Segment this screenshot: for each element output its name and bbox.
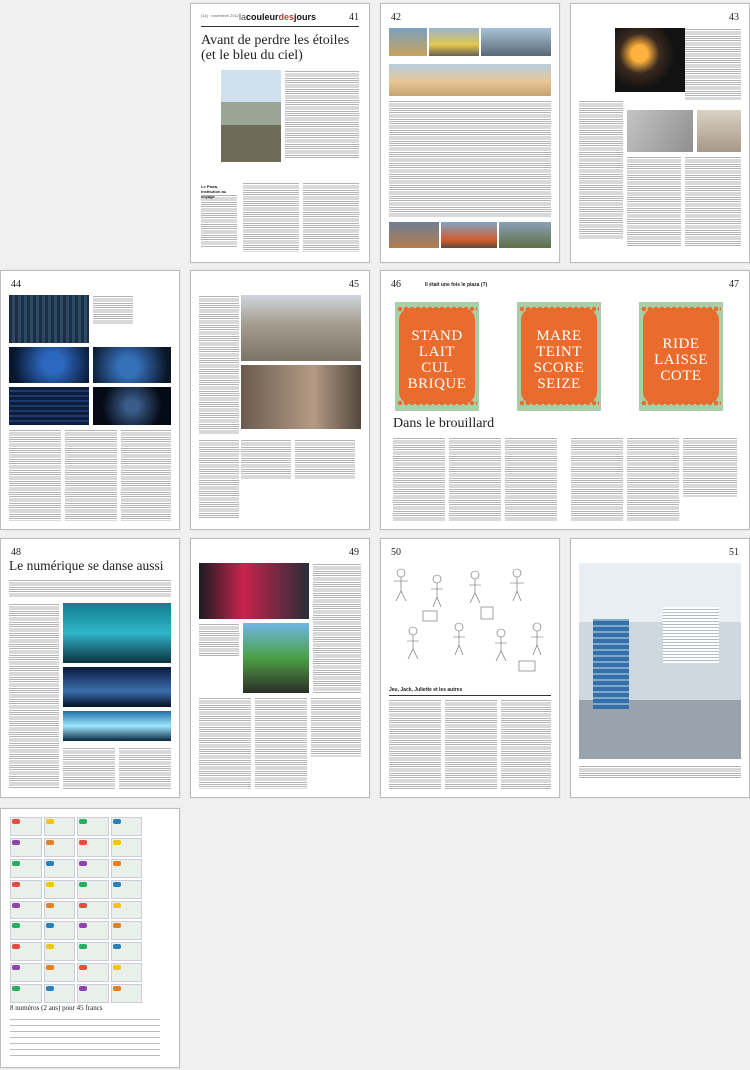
issue-badge xyxy=(79,923,87,928)
body-text-col2 xyxy=(65,429,117,521)
form-line[interactable] xyxy=(10,1019,160,1020)
issue-thumbnail xyxy=(111,880,143,899)
issue-badge xyxy=(113,965,121,970)
issue-thumbnail xyxy=(77,901,109,920)
photo-people-river xyxy=(389,28,427,56)
issue-thumbnail xyxy=(10,901,42,920)
photo-desert xyxy=(389,64,551,96)
poster-blob xyxy=(401,310,473,402)
brand-tail: jours xyxy=(294,12,317,22)
issue-badge xyxy=(113,882,121,887)
photo-trees-screen xyxy=(243,623,309,693)
issue-badge xyxy=(113,986,121,991)
page-number-right: 47 xyxy=(729,279,739,290)
issue-thumbnail xyxy=(111,963,143,982)
photo-portrait xyxy=(697,110,741,152)
issue-thumbnail xyxy=(111,838,143,857)
page-46-47-spread[interactable] xyxy=(380,270,750,530)
issue-thumbnail xyxy=(77,921,109,940)
page-number: 51 xyxy=(729,547,739,558)
issue-badge xyxy=(46,819,54,824)
issue-thumbnail xyxy=(44,901,76,920)
credits-text xyxy=(241,439,291,479)
photo-grid-hand xyxy=(9,295,89,343)
issue-thumbnail xyxy=(77,838,109,857)
brand-main: couleur xyxy=(246,12,279,22)
page-number: 48 xyxy=(11,547,21,558)
brand-logo xyxy=(239,12,316,22)
page-number: 49 xyxy=(349,547,359,558)
intro-text xyxy=(285,70,359,158)
body-text-col-right xyxy=(313,563,361,693)
poster-word: SEIZE xyxy=(537,376,581,392)
body-text-col3 xyxy=(121,429,171,521)
issue-thumbnail xyxy=(111,901,143,920)
sidebar-text xyxy=(201,194,237,248)
poster-words xyxy=(401,328,473,392)
page-number: 45 xyxy=(349,279,359,290)
issue-thumbnail xyxy=(44,838,76,857)
photo-blue-hand-2 xyxy=(93,347,171,383)
issue-badge xyxy=(79,840,87,845)
poster-word: SCORE xyxy=(533,360,585,376)
page-41[interactable] xyxy=(190,3,370,263)
caption-text xyxy=(199,623,239,657)
issue-badge xyxy=(46,986,54,991)
issue-badge xyxy=(79,861,87,866)
body-text-col1 xyxy=(579,100,623,240)
poster-word: COTE xyxy=(660,368,702,384)
issue-thumbnail xyxy=(111,942,143,961)
poster-word: BRIQUE xyxy=(407,376,467,392)
caption-text xyxy=(93,295,133,325)
issue-thumbnails xyxy=(10,817,142,1003)
section-title: Jeu, Jack, Juliette et les autres xyxy=(389,687,463,693)
poster-2 xyxy=(517,302,601,411)
poster-word: TEINT xyxy=(536,344,582,360)
page-51[interactable] xyxy=(570,538,750,798)
issue-badge xyxy=(46,965,54,970)
issue-thumbnail xyxy=(111,984,143,1003)
issue-badge xyxy=(113,944,121,949)
body-text-col1 xyxy=(393,437,445,521)
photo-stage-screen xyxy=(199,563,309,619)
page-number-left: 46 xyxy=(391,279,401,290)
sidebar-title: Le Plaza, institution au voyage xyxy=(201,184,227,199)
issue-badge xyxy=(79,965,87,970)
body-text-col1 xyxy=(199,697,251,789)
building-blue-facade xyxy=(593,619,629,709)
issue-badge xyxy=(79,819,87,824)
issue-badge xyxy=(46,903,54,908)
poster-blob xyxy=(523,310,595,402)
issue-thumbnail xyxy=(10,859,42,878)
form-line[interactable] xyxy=(10,1055,160,1056)
subscribe-title: 8 numéros (2 ans) pour 45 francs xyxy=(10,1004,103,1012)
issue-thumbnail xyxy=(44,859,76,878)
issue-thumbnail xyxy=(10,963,42,982)
issue-badge xyxy=(79,986,87,991)
issue-badge xyxy=(46,944,54,949)
issue-badge xyxy=(12,882,20,887)
issue-badge xyxy=(12,923,20,928)
body-text-col4 xyxy=(571,437,623,521)
issue-thumbnail xyxy=(77,817,109,836)
page-meta: [14] · novembre 2012 xyxy=(201,13,240,18)
page-50[interactable] xyxy=(380,538,560,798)
issue-badge xyxy=(46,840,54,845)
poster-word: STAND xyxy=(411,328,463,344)
photo-dance-stage xyxy=(63,603,171,663)
caption-text xyxy=(579,765,741,779)
subscription-page[interactable] xyxy=(0,808,180,1068)
page-42[interactable] xyxy=(380,3,560,263)
issue-badge xyxy=(113,819,121,824)
issue-thumbnail xyxy=(44,984,76,1003)
issue-thumbnail xyxy=(10,817,42,836)
issue-badge xyxy=(79,903,87,908)
issue-thumbnail xyxy=(44,942,76,961)
issue-thumbnail xyxy=(111,817,143,836)
photo-man-face xyxy=(241,365,361,429)
issue-badge xyxy=(12,861,20,866)
page-45[interactable] xyxy=(190,270,370,530)
body-text xyxy=(389,100,551,218)
intro-text xyxy=(9,579,171,597)
form-line[interactable] xyxy=(10,1043,160,1044)
issue-badge xyxy=(113,861,121,866)
issue-badge xyxy=(113,903,121,908)
header-rule xyxy=(201,26,359,27)
poster-1 xyxy=(395,302,479,411)
page-number: 50 xyxy=(391,547,401,558)
poster-word: CUL xyxy=(421,360,453,376)
form-line[interactable] xyxy=(10,1049,160,1050)
photo-boats xyxy=(481,28,551,56)
page-number: 42 xyxy=(391,12,401,23)
body-text-col3 xyxy=(311,697,361,757)
photo-fire-crater xyxy=(429,28,479,56)
poster-words xyxy=(645,336,717,384)
issue-thumbnail xyxy=(44,880,76,899)
page-number: 43 xyxy=(729,12,739,23)
page-49[interactable] xyxy=(190,538,370,798)
issue-badge xyxy=(79,944,87,949)
body-text-col3b xyxy=(685,156,741,246)
page-44[interactable] xyxy=(0,270,180,530)
form-line[interactable] xyxy=(10,1025,160,1026)
list-text-col2 xyxy=(445,699,497,789)
body-text-col6 xyxy=(683,437,737,497)
photo-hills xyxy=(241,295,361,361)
issue-thumbnail xyxy=(44,817,76,836)
body-text-col2 xyxy=(303,182,359,252)
issue-thumbnail xyxy=(10,942,42,961)
issue-thumbnail xyxy=(44,921,76,940)
photo-sculpture xyxy=(627,110,693,152)
photo-grid-blue xyxy=(9,387,89,425)
photo-bottom-right xyxy=(499,222,551,248)
issue-badge xyxy=(12,903,20,908)
poster-word: LAIT xyxy=(418,344,456,360)
issue-badge xyxy=(12,819,20,824)
issue-badge xyxy=(12,840,20,845)
body-text-col2 xyxy=(63,747,115,789)
photo-dance-blue xyxy=(63,711,171,741)
photo-blue-hand-1 xyxy=(9,347,89,383)
issue-badge xyxy=(46,882,54,887)
poster-word: LAISSE xyxy=(654,352,708,368)
brand-prefix: la xyxy=(239,12,247,22)
section-rule xyxy=(389,695,551,696)
poster-word: MARE xyxy=(536,328,582,344)
issue-thumbnail xyxy=(77,859,109,878)
issue-thumbnail xyxy=(111,859,143,878)
body-text-col1 xyxy=(9,429,61,521)
photo-dance-dark xyxy=(63,667,171,707)
body-text-col2 xyxy=(199,439,239,519)
sketch-drawings xyxy=(389,561,551,679)
body-text-col1 xyxy=(199,295,239,435)
issue-badge xyxy=(12,944,20,949)
body-text-col3 xyxy=(505,437,557,521)
photo-bottom-mid xyxy=(441,222,497,248)
issue-thumbnail xyxy=(10,984,42,1003)
body-text-col2 xyxy=(627,156,681,246)
page-number: 41 xyxy=(349,12,359,23)
body-text-col3 xyxy=(685,28,741,100)
poster-blob xyxy=(645,310,717,402)
issue-thumbnail xyxy=(77,984,109,1003)
issue-thumbnail xyxy=(10,838,42,857)
photo-dark-room xyxy=(93,387,171,425)
issue-badge xyxy=(46,923,54,928)
photo-bottom-left xyxy=(389,222,439,248)
issue-badge xyxy=(79,882,87,887)
issue-badge xyxy=(113,923,121,928)
form-line[interactable] xyxy=(10,1037,160,1038)
body-text-col3 xyxy=(119,747,171,789)
credits-text-2 xyxy=(295,439,355,479)
article-title: Dans le brouillard xyxy=(393,416,495,431)
section-header: Il était une fois le piaza (?) xyxy=(425,282,488,288)
body-text-col1 xyxy=(9,603,59,789)
building-sign xyxy=(663,607,719,663)
poster-word: RIDE xyxy=(662,336,700,352)
issue-thumbnail xyxy=(10,880,42,899)
issue-thumbnail xyxy=(77,963,109,982)
landscape-photo xyxy=(221,70,281,162)
issue-badge xyxy=(46,861,54,866)
form-line[interactable] xyxy=(10,1031,160,1032)
brand-suffix: des xyxy=(278,12,295,22)
photo-fire-man xyxy=(615,28,685,92)
list-text-col3 xyxy=(501,699,551,789)
issue-thumbnail xyxy=(111,921,143,940)
body-text-col1 xyxy=(243,182,299,252)
poster-3 xyxy=(639,302,723,411)
issue-badge xyxy=(12,986,20,991)
issue-thumbnail xyxy=(77,942,109,961)
page-48[interactable] xyxy=(0,538,180,798)
article-title: Le numérique se danse aussi xyxy=(9,558,164,573)
issue-badge xyxy=(113,840,121,845)
list-text-col1 xyxy=(389,699,441,789)
issue-badge xyxy=(12,965,20,970)
article-title: Avant de perdre les étoiles (et le bleu du ciel) xyxy=(201,33,350,63)
page-number: 44 xyxy=(11,279,21,290)
page-43[interactable] xyxy=(570,3,750,263)
issue-thumbnail xyxy=(44,963,76,982)
poster-words xyxy=(523,328,595,392)
issue-thumbnail xyxy=(10,921,42,940)
body-text-col5 xyxy=(627,437,679,521)
subscribe-form[interactable] xyxy=(10,1015,170,1067)
body-text-col2 xyxy=(449,437,501,521)
issue-thumbnail xyxy=(77,880,109,899)
body-text-col2 xyxy=(255,697,307,789)
